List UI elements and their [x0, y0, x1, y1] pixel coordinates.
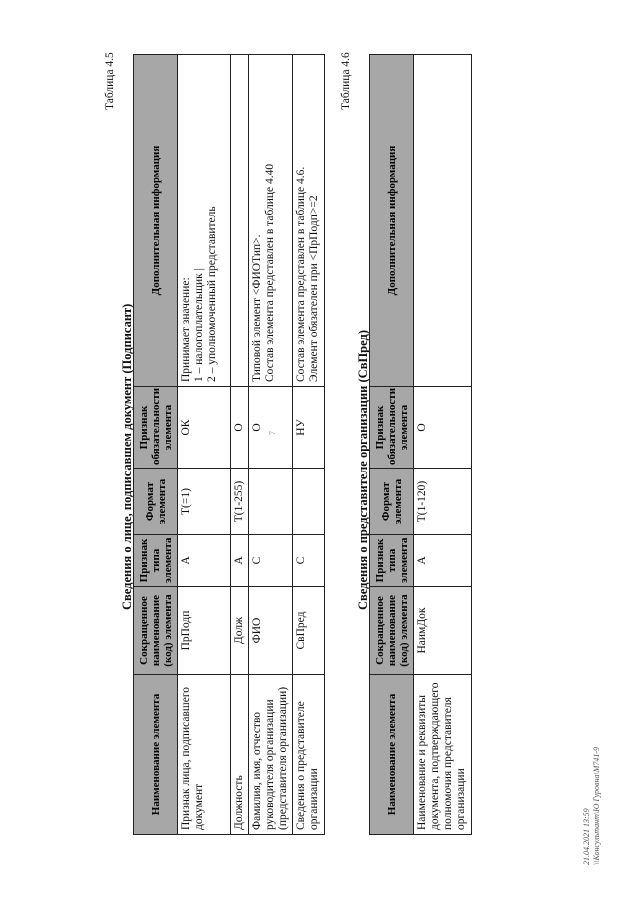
table-4-5: [133, 54, 325, 835]
table-row: [231, 55, 249, 835]
col-header-name: Наименование элемента: [370, 675, 414, 835]
cell-required: О: [414, 387, 472, 469]
cell-format: T(1-255): [231, 469, 249, 535]
info-line: Принимает значение:: [180, 277, 192, 382]
table-4-6-number: Таблица 4.6: [340, 52, 352, 110]
table-4-5-number: Таблица 4.5: [104, 52, 116, 110]
table-4-5-header-row: [134, 55, 178, 835]
table-4-6: [369, 54, 472, 835]
cell-code: СвПред: [293, 587, 325, 675]
info-line: Элемент обязателен при <ПрПодп>=2: [308, 195, 320, 382]
cell-code: ФИО: [249, 587, 293, 675]
cell-name: Фамилия, имя, отчество руководителя организации (представителя организации): [249, 675, 293, 835]
stamp-line: \\Консультант\Ю Гуровна\М741-9: [592, 746, 601, 865]
table-row: [414, 55, 472, 835]
cell-code: НаимДок: [414, 587, 472, 675]
col-header-info: Дополнительная информация: [370, 55, 414, 387]
cell-info: [293, 55, 325, 387]
info-line: Состав элемента представлен в таблице 4.40: [264, 163, 276, 382]
cell-info: [249, 55, 293, 387]
cell-format: [249, 469, 293, 535]
col-header-type: Признак типа элемента: [370, 535, 414, 587]
cell-code: Долж: [231, 587, 249, 675]
table-4-6-header-row: [370, 55, 414, 835]
cell-code: ПрПодп: [178, 587, 231, 675]
cell-name: Наименование и реквизиты документа, подтверждающего полномочия представителя организации: [414, 675, 472, 835]
col-header-required: Признак обязательности элемента: [370, 387, 414, 469]
col-header-required: Признак обязательности элемента: [134, 387, 178, 469]
cell-name: Должность: [231, 675, 249, 835]
cell-name: Сведения о представителе организации: [293, 675, 325, 835]
cell-format: T(=1): [178, 469, 231, 535]
stamp-line: 21.04.2021 13:59: [582, 808, 591, 865]
cell-type: А: [178, 535, 231, 587]
table-row: [293, 55, 325, 835]
col-header-format: Формат элемента: [134, 469, 178, 535]
info-line: Типовой элемент <ФИОТип>.: [251, 234, 263, 382]
cell-info: [231, 55, 249, 387]
scan-stamp: [582, 747, 602, 865]
col-header-name: Наименование элемента: [134, 675, 178, 835]
cell-info: [414, 55, 472, 387]
table-4-6-title: Сведения о представителе организации (СвПред): [356, 330, 370, 610]
cell-name: Признак лица, подписавшего документ: [178, 675, 231, 835]
cell-type: А: [231, 535, 249, 587]
table-row: [249, 55, 293, 835]
cell-type: А: [414, 535, 472, 587]
cell-required: ОК: [178, 387, 231, 469]
cell-required: НУ: [293, 387, 325, 469]
col-header-info: Дополнительная информация: [134, 55, 178, 387]
cell-type: С: [249, 535, 293, 587]
cell-type: С: [293, 535, 325, 587]
cell-info: [178, 55, 231, 387]
page-mark: 7: [268, 431, 277, 435]
col-header-code: Сокращенное наименование (код) элемента: [134, 587, 178, 675]
col-header-code: Сокращенное наименование (код) элемента: [370, 587, 414, 675]
cell-format: [293, 469, 325, 535]
table-row: [178, 55, 231, 835]
col-header-type: Признак типа элемента: [134, 535, 178, 587]
cell-required: О: [231, 387, 249, 469]
table-4-5-title: Сведения о лице, подписавшем документ (Подписант): [120, 303, 134, 610]
cell-format: T(1-120): [414, 469, 472, 535]
info-line: Состав элемента представлен в таблице 4.6.: [295, 166, 307, 382]
info-line: 2 – уполномоченный представитель: [206, 206, 218, 382]
col-header-format: Формат элемента: [370, 469, 414, 535]
cell-required: О: [249, 387, 293, 469]
info-line: 1 – налогоплательщик |: [193, 268, 205, 382]
